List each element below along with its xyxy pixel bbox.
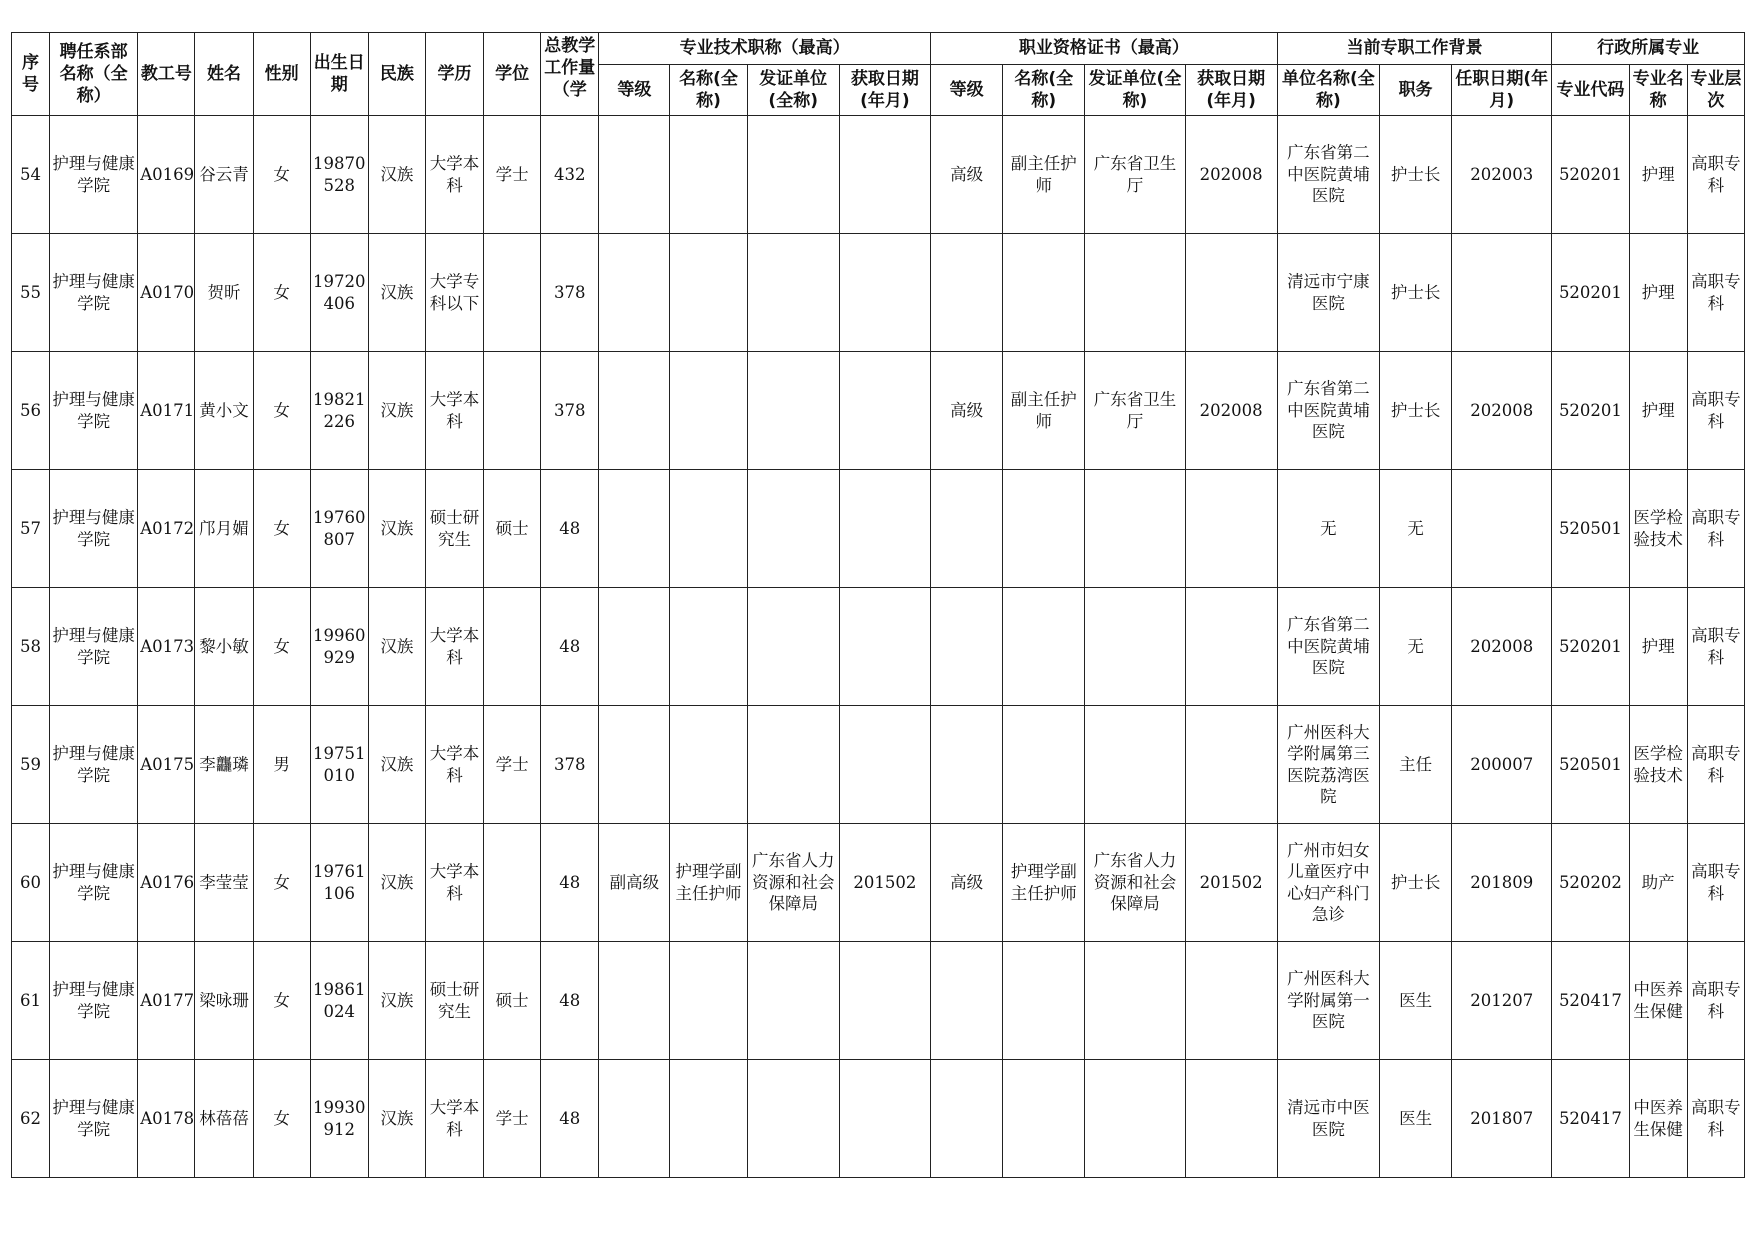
col-header-title-issuer: 发证单位(全称) xyxy=(747,65,839,116)
cell-cert-name: 护理学副主任护师 xyxy=(1003,824,1085,942)
cell-title-level xyxy=(599,116,670,234)
cell-dept: 护理与健康学院 xyxy=(50,824,138,942)
cell-seq: 62 xyxy=(12,1060,50,1178)
cell-cert-issuer: 广东省人力资源和社会保障局 xyxy=(1085,824,1185,942)
col-header-degree: 学位 xyxy=(484,33,541,116)
cell-cert-date: 202008 xyxy=(1185,352,1277,470)
cell-title-issuer xyxy=(747,588,839,706)
table-row xyxy=(12,824,1745,942)
cell-ethnicity: 汉族 xyxy=(368,588,425,706)
group-header-background: 当前专职工作背景 xyxy=(1277,33,1552,65)
cell-ethnicity: 汉族 xyxy=(368,116,425,234)
cell-ethnicity: 汉族 xyxy=(368,352,425,470)
cell-ethnicity: 汉族 xyxy=(368,234,425,352)
table-row xyxy=(12,352,1745,470)
col-header-title-name: 名称(全称) xyxy=(670,65,747,116)
cell-cert-level xyxy=(931,1060,1003,1178)
cell-bg-date: 201807 xyxy=(1452,1060,1552,1178)
cell-title-date xyxy=(839,234,930,352)
cell-birth: 19751010 xyxy=(310,706,368,824)
cell-degree: 学士 xyxy=(484,706,541,824)
col-header-staff-no: 教工号 xyxy=(138,33,195,116)
cell-education: 硕士研究生 xyxy=(425,470,483,588)
cell-major-code: 520201 xyxy=(1552,352,1629,470)
cell-cert-date xyxy=(1185,706,1277,824)
cell-major-code: 520202 xyxy=(1552,824,1629,942)
cell-gender: 女 xyxy=(253,1060,310,1178)
cell-bg-unit: 清远市中医医院 xyxy=(1277,1060,1379,1178)
cell-staff-no: A0176 xyxy=(138,824,195,942)
cell-gender: 女 xyxy=(253,942,310,1060)
cell-bg-unit: 广州市妇女儿童医疗中心妇产科门急诊 xyxy=(1277,824,1379,942)
cell-title-name xyxy=(670,1060,747,1178)
cell-cert-name xyxy=(1003,234,1085,352)
cell-name: 贺昕 xyxy=(195,234,253,352)
cell-cert-date xyxy=(1185,588,1277,706)
cell-gender: 女 xyxy=(253,588,310,706)
cell-birth: 19821226 xyxy=(310,352,368,470)
cell-bg-post: 医生 xyxy=(1379,942,1451,1060)
cell-workload: 48 xyxy=(541,588,599,706)
cell-birth: 19930912 xyxy=(310,1060,368,1178)
cell-bg-post: 护士长 xyxy=(1379,352,1451,470)
cell-title-name xyxy=(670,942,747,1060)
cell-staff-no: A0173 xyxy=(138,588,195,706)
cell-bg-post: 无 xyxy=(1379,470,1451,588)
cell-education: 大学本科 xyxy=(425,824,483,942)
cell-cert-issuer xyxy=(1085,234,1185,352)
col-header-cert-date: 获取日期(年月) xyxy=(1185,65,1277,116)
col-header-title-level: 等级 xyxy=(599,65,670,116)
cell-birth: 19760807 xyxy=(310,470,368,588)
table-row xyxy=(12,588,1745,706)
cell-name: 黄小文 xyxy=(195,352,253,470)
cell-title-name xyxy=(670,234,747,352)
cell-major-level: 高职专科 xyxy=(1687,234,1744,352)
group-header-major: 行政所属专业 xyxy=(1552,33,1745,65)
cell-workload: 432 xyxy=(541,116,599,234)
cell-education: 大学本科 xyxy=(425,706,483,824)
table-row xyxy=(12,116,1745,234)
cell-degree xyxy=(484,234,541,352)
cell-cert-date xyxy=(1185,1060,1277,1178)
col-header-cert-name: 名称(全称) xyxy=(1003,65,1085,116)
cell-seq: 58 xyxy=(12,588,50,706)
col-header-major-level: 专业层次 xyxy=(1687,65,1744,116)
cell-degree xyxy=(484,824,541,942)
group-header-cert: 职业资格证书（最高） xyxy=(931,33,1278,65)
cell-title-issuer xyxy=(747,352,839,470)
cell-education: 硕士研究生 xyxy=(425,942,483,1060)
cell-staff-no: A0177 xyxy=(138,942,195,1060)
table-row xyxy=(12,706,1745,824)
cell-dept: 护理与健康学院 xyxy=(50,352,138,470)
cell-cert-issuer xyxy=(1085,588,1185,706)
cell-education: 大学本科 xyxy=(425,352,483,470)
cell-staff-no: A0175 xyxy=(138,706,195,824)
cell-dept: 护理与健康学院 xyxy=(50,234,138,352)
cell-title-level xyxy=(599,706,670,824)
col-header-title-date: 获取日期(年月) xyxy=(839,65,930,116)
cell-cert-date xyxy=(1185,942,1277,1060)
cell-title-date xyxy=(839,706,930,824)
cell-cert-name xyxy=(1003,706,1085,824)
cell-bg-post: 医生 xyxy=(1379,1060,1451,1178)
cell-bg-date: 201207 xyxy=(1452,942,1552,1060)
cell-staff-no: A0171 xyxy=(138,352,195,470)
cell-title-name xyxy=(670,116,747,234)
cell-birth: 19720406 xyxy=(310,234,368,352)
cell-major-level: 高职专科 xyxy=(1687,470,1744,588)
cell-degree xyxy=(484,352,541,470)
cell-workload: 48 xyxy=(541,824,599,942)
cell-name: 李龘璘 xyxy=(195,706,253,824)
cell-major-name: 护理 xyxy=(1629,588,1687,706)
col-header-cert-level: 等级 xyxy=(931,65,1003,116)
cell-bg-unit: 清远市宁康医院 xyxy=(1277,234,1379,352)
cell-staff-no: A0170 xyxy=(138,234,195,352)
cell-title-date xyxy=(839,116,930,234)
cell-bg-date: 201809 xyxy=(1452,824,1552,942)
cell-cert-level xyxy=(931,942,1003,1060)
cell-cert-issuer xyxy=(1085,470,1185,588)
cell-title-level xyxy=(599,588,670,706)
cell-gender: 女 xyxy=(253,470,310,588)
cell-title-level xyxy=(599,352,670,470)
cell-education: 大学本科 xyxy=(425,1060,483,1178)
cell-major-level: 高职专科 xyxy=(1687,942,1744,1060)
cell-bg-unit: 广州医科大学附属第一医院 xyxy=(1277,942,1379,1060)
cell-bg-date: 202008 xyxy=(1452,352,1552,470)
cell-title-name xyxy=(670,706,747,824)
cell-major-name: 护理 xyxy=(1629,352,1687,470)
cell-cert-date: 201502 xyxy=(1185,824,1277,942)
cell-birth: 19960929 xyxy=(310,588,368,706)
cell-workload: 48 xyxy=(541,1060,599,1178)
cell-dept: 护理与健康学院 xyxy=(50,1060,138,1178)
cell-education: 大学本科 xyxy=(425,116,483,234)
cell-cert-date: 202008 xyxy=(1185,116,1277,234)
cell-dept: 护理与健康学院 xyxy=(50,470,138,588)
cell-seq: 57 xyxy=(12,470,50,588)
staff-roster-sheet xyxy=(11,32,1745,1178)
col-header-major-code: 专业代码 xyxy=(1552,65,1629,116)
cell-bg-post: 无 xyxy=(1379,588,1451,706)
cell-seq: 55 xyxy=(12,234,50,352)
col-header-seq: 序号 xyxy=(12,33,50,116)
table-row xyxy=(12,234,1745,352)
cell-cert-level xyxy=(931,234,1003,352)
cell-name: 谷云青 xyxy=(195,116,253,234)
cell-ethnicity: 汉族 xyxy=(368,470,425,588)
cell-title-issuer xyxy=(747,116,839,234)
table-row xyxy=(12,470,1745,588)
table-row xyxy=(12,1060,1745,1178)
cell-title-date xyxy=(839,352,930,470)
cell-cert-name xyxy=(1003,588,1085,706)
cell-major-code: 520501 xyxy=(1552,706,1629,824)
cell-cert-name: 副主任护师 xyxy=(1003,352,1085,470)
roster-body xyxy=(12,116,1745,1178)
cell-cert-level xyxy=(931,470,1003,588)
cell-bg-date: 200007 xyxy=(1452,706,1552,824)
cell-staff-no: A0172 xyxy=(138,470,195,588)
cell-bg-date xyxy=(1452,470,1552,588)
cell-name: 梁咏珊 xyxy=(195,942,253,1060)
cell-cert-level xyxy=(931,706,1003,824)
cell-major-name: 中医养生保健 xyxy=(1629,942,1687,1060)
cell-title-date: 201502 xyxy=(839,824,930,942)
cell-major-name: 护理 xyxy=(1629,116,1687,234)
cell-seq: 59 xyxy=(12,706,50,824)
cell-ethnicity: 汉族 xyxy=(368,1060,425,1178)
cell-staff-no: A0169 xyxy=(138,116,195,234)
col-header-education: 学历 xyxy=(425,33,483,116)
cell-title-issuer: 广东省人力资源和社会保障局 xyxy=(747,824,839,942)
cell-major-code: 520201 xyxy=(1552,116,1629,234)
cell-gender: 女 xyxy=(253,234,310,352)
cell-gender: 女 xyxy=(253,116,310,234)
col-header-bg-date: 任职日期(年月) xyxy=(1452,65,1552,116)
cell-bg-date xyxy=(1452,234,1552,352)
cell-cert-issuer: 广东省卫生厅 xyxy=(1085,352,1185,470)
cell-major-level: 高职专科 xyxy=(1687,824,1744,942)
col-header-gender: 性别 xyxy=(253,33,310,116)
cell-cert-name xyxy=(1003,942,1085,1060)
cell-ethnicity: 汉族 xyxy=(368,942,425,1060)
cell-title-issuer xyxy=(747,470,839,588)
cell-major-level: 高职专科 xyxy=(1687,706,1744,824)
cell-degree: 学士 xyxy=(484,116,541,234)
cell-major-name: 中医养生保健 xyxy=(1629,1060,1687,1178)
staff-roster-table xyxy=(11,32,1745,1178)
cell-title-name xyxy=(670,470,747,588)
cell-major-name: 助产 xyxy=(1629,824,1687,942)
cell-cert-level: 高级 xyxy=(931,116,1003,234)
cell-bg-unit: 广东省第二中医院黄埔医院 xyxy=(1277,588,1379,706)
cell-title-level xyxy=(599,470,670,588)
cell-cert-name: 副主任护师 xyxy=(1003,116,1085,234)
cell-major-code: 520417 xyxy=(1552,1060,1629,1178)
cell-major-level: 高职专科 xyxy=(1687,1060,1744,1178)
cell-major-code: 520501 xyxy=(1552,470,1629,588)
cell-education: 大学专科以下 xyxy=(425,234,483,352)
cell-bg-date: 202003 xyxy=(1452,116,1552,234)
cell-bg-post: 护士长 xyxy=(1379,824,1451,942)
cell-gender: 男 xyxy=(253,706,310,824)
cell-cert-date xyxy=(1185,234,1277,352)
cell-title-level xyxy=(599,1060,670,1178)
cell-cert-level: 高级 xyxy=(931,352,1003,470)
group-header-title: 专业技术职称（最高） xyxy=(599,33,931,65)
cell-title-issuer xyxy=(747,706,839,824)
cell-bg-post: 护士长 xyxy=(1379,234,1451,352)
cell-bg-unit: 广州医科大学附属第三医院荔湾医院 xyxy=(1277,706,1379,824)
cell-bg-post: 护士长 xyxy=(1379,116,1451,234)
col-header-dept: 聘任系部名称（全称） xyxy=(50,33,138,116)
cell-dept: 护理与健康学院 xyxy=(50,942,138,1060)
col-header-major-name: 专业名称 xyxy=(1629,65,1687,116)
cell-seq: 61 xyxy=(12,942,50,1060)
cell-major-level: 高职专科 xyxy=(1687,588,1744,706)
cell-name: 林蓓蓓 xyxy=(195,1060,253,1178)
col-header-bg-post: 职务 xyxy=(1379,65,1451,116)
cell-title-name xyxy=(670,588,747,706)
cell-dept: 护理与健康学院 xyxy=(50,116,138,234)
cell-ethnicity: 汉族 xyxy=(368,824,425,942)
cell-title-issuer xyxy=(747,234,839,352)
cell-major-code: 520201 xyxy=(1552,588,1629,706)
cell-title-name: 护理学副主任护师 xyxy=(670,824,747,942)
cell-major-code: 520417 xyxy=(1552,942,1629,1060)
cell-cert-level: 高级 xyxy=(931,824,1003,942)
cell-bg-unit: 无 xyxy=(1277,470,1379,588)
cell-gender: 女 xyxy=(253,824,310,942)
cell-degree xyxy=(484,588,541,706)
cell-degree: 硕士 xyxy=(484,470,541,588)
cell-ethnicity: 汉族 xyxy=(368,706,425,824)
cell-workload: 48 xyxy=(541,942,599,1060)
cell-workload: 378 xyxy=(541,706,599,824)
cell-major-level: 高职专科 xyxy=(1687,352,1744,470)
cell-cert-date xyxy=(1185,470,1277,588)
cell-title-name xyxy=(670,352,747,470)
cell-bg-unit: 广东省第二中医院黄埔医院 xyxy=(1277,352,1379,470)
cell-dept: 护理与健康学院 xyxy=(50,588,138,706)
table-row xyxy=(12,942,1745,1060)
cell-cert-name xyxy=(1003,1060,1085,1178)
cell-birth: 19761106 xyxy=(310,824,368,942)
cell-major-name: 医学检验技术 xyxy=(1629,706,1687,824)
cell-staff-no: A0178 xyxy=(138,1060,195,1178)
cell-workload: 378 xyxy=(541,234,599,352)
cell-title-issuer xyxy=(747,1060,839,1178)
col-header-cert-issuer: 发证单位(全称) xyxy=(1085,65,1185,116)
cell-gender: 女 xyxy=(253,352,310,470)
cell-name: 黎小敏 xyxy=(195,588,253,706)
col-header-name: 姓名 xyxy=(195,33,253,116)
cell-title-level: 副高级 xyxy=(599,824,670,942)
cell-cert-level xyxy=(931,588,1003,706)
cell-major-code: 520201 xyxy=(1552,234,1629,352)
col-header-ethnicity: 民族 xyxy=(368,33,425,116)
cell-bg-post: 主任 xyxy=(1379,706,1451,824)
cell-major-name: 护理 xyxy=(1629,234,1687,352)
cell-education: 大学本科 xyxy=(425,588,483,706)
cell-degree: 学士 xyxy=(484,1060,541,1178)
cell-cert-issuer xyxy=(1085,706,1185,824)
col-header-bg-unit: 单位名称(全称) xyxy=(1277,65,1379,116)
col-header-birth: 出生日期 xyxy=(310,33,368,116)
cell-workload: 378 xyxy=(541,352,599,470)
cell-title-date xyxy=(839,942,930,1060)
col-header-workload: 总教学工作量（学 xyxy=(541,33,599,116)
cell-title-date xyxy=(839,588,930,706)
cell-bg-unit: 广东省第二中医院黄埔医院 xyxy=(1277,116,1379,234)
cell-cert-issuer xyxy=(1085,942,1185,1060)
cell-title-level xyxy=(599,234,670,352)
cell-name: 李莹莹 xyxy=(195,824,253,942)
cell-title-issuer xyxy=(747,942,839,1060)
cell-birth: 19870528 xyxy=(310,116,368,234)
cell-birth: 19861024 xyxy=(310,942,368,1060)
cell-title-date xyxy=(839,470,930,588)
cell-name: 邝月媚 xyxy=(195,470,253,588)
cell-seq: 54 xyxy=(12,116,50,234)
cell-cert-name xyxy=(1003,470,1085,588)
cell-seq: 60 xyxy=(12,824,50,942)
cell-major-level: 高职专科 xyxy=(1687,116,1744,234)
cell-cert-issuer xyxy=(1085,1060,1185,1178)
cell-bg-date: 202008 xyxy=(1452,588,1552,706)
cell-workload: 48 xyxy=(541,470,599,588)
cell-seq: 56 xyxy=(12,352,50,470)
cell-title-date xyxy=(839,1060,930,1178)
cell-degree: 硕士 xyxy=(484,942,541,1060)
header-row-top xyxy=(12,33,1745,65)
cell-title-level xyxy=(599,942,670,1060)
cell-dept: 护理与健康学院 xyxy=(50,706,138,824)
cell-major-name: 医学检验技术 xyxy=(1629,470,1687,588)
cell-cert-issuer: 广东省卫生厅 xyxy=(1085,116,1185,234)
